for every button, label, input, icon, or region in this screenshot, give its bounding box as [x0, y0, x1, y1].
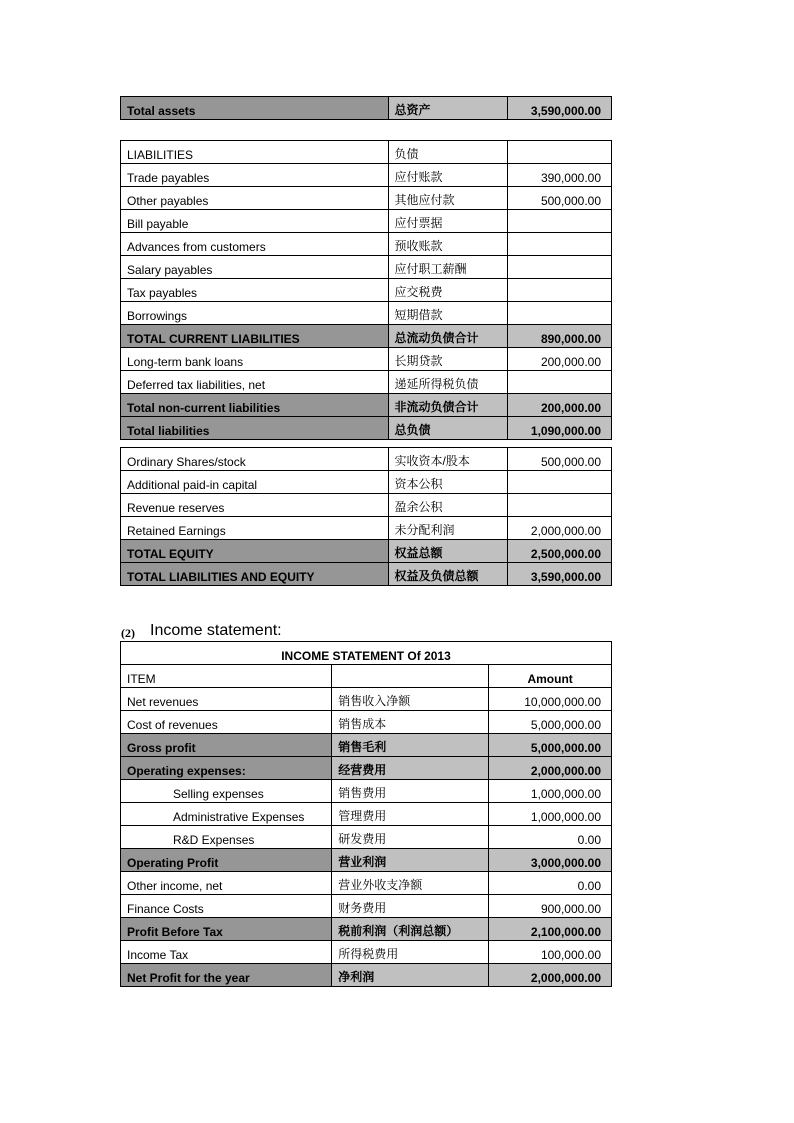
row-label: Additional paid-in capital [121, 471, 389, 494]
row-value [507, 494, 611, 517]
total-assets-label: Total assets [121, 97, 389, 120]
row-label: Profit Before Tax [121, 918, 332, 941]
row-value: 3,000,000.00 [489, 849, 612, 872]
table-row [121, 164, 612, 187]
table-row [121, 964, 612, 987]
table-row [121, 757, 612, 780]
row-value: 1,090,000.00 [507, 417, 611, 440]
table-row [121, 325, 612, 348]
section-number: (2) [121, 626, 135, 640]
row-cn-label: 管理费用 [332, 803, 489, 826]
table-row [121, 688, 612, 711]
row-cn-label: 未分配利润 [388, 517, 507, 540]
row-label: Gross profit [121, 734, 332, 757]
row-label: Income Tax [121, 941, 332, 964]
table-row [121, 711, 612, 734]
row-label: Deferred tax liabilities, net [121, 371, 389, 394]
row-value: 5,000,000.00 [489, 711, 612, 734]
row-label: Other income, net [121, 872, 332, 895]
row-label: Operating expenses: [121, 757, 332, 780]
row-label: Ordinary Shares/stock [121, 448, 389, 471]
table-row [121, 256, 612, 279]
row-value [507, 371, 611, 394]
row-value [507, 471, 611, 494]
liabilities-table [120, 140, 612, 440]
table-row [121, 141, 612, 164]
row-label: Tax payables [121, 279, 389, 302]
row-value: 390,000.00 [507, 164, 611, 187]
table-row [121, 540, 612, 563]
row-value [507, 141, 611, 164]
row-cn-label: 权益总额 [388, 540, 507, 563]
row-label: Net Profit for the year [121, 964, 332, 987]
table-row [121, 210, 612, 233]
row-value: 2,100,000.00 [489, 918, 612, 941]
row-value: 0.00 [489, 872, 612, 895]
row-value: 0.00 [489, 826, 612, 849]
row-cn-label: 销售收入净额 [332, 688, 489, 711]
table-row [121, 97, 612, 120]
row-value: 3,590,000.00 [507, 563, 611, 586]
row-cn-label: 税前利润（利润总额） [332, 918, 489, 941]
table-row [121, 187, 612, 210]
row-label: Other payables [121, 187, 389, 210]
table-row [121, 563, 612, 586]
row-cn-label: 其他应付款 [388, 187, 507, 210]
row-label: Bill payable [121, 210, 389, 233]
row-value: 1,000,000.00 [489, 780, 612, 803]
income-title-row [121, 642, 612, 665]
row-value: 500,000.00 [507, 448, 611, 471]
table-row [121, 734, 612, 757]
row-cn-label: 资本公积 [388, 471, 507, 494]
row-label: Borrowings [121, 302, 389, 325]
row-value: 2,000,000.00 [489, 757, 612, 780]
row-label: LIABILITIES [121, 141, 389, 164]
income-statement-table [120, 641, 612, 987]
row-cn-label: 应付账款 [388, 164, 507, 187]
row-value: 10,000,000.00 [489, 688, 612, 711]
table-row [121, 872, 612, 895]
row-label: Revenue reserves [121, 494, 389, 517]
table-row [121, 417, 612, 440]
row-value: 100,000.00 [489, 941, 612, 964]
table-row [121, 918, 612, 941]
table-row [121, 371, 612, 394]
row-cn-label: 总流动负债合计 [388, 325, 507, 348]
table-row [121, 233, 612, 256]
row-value: 2,500,000.00 [507, 540, 611, 563]
row-cn-label: 权益及负债总额 [388, 563, 507, 586]
table-row [121, 780, 612, 803]
table-row [121, 803, 612, 826]
row-label: Salary payables [121, 256, 389, 279]
row-label: Total liabilities [121, 417, 389, 440]
row-cn-label: 应付职工薪酬 [388, 256, 507, 279]
row-value [507, 256, 611, 279]
row-cn-label: 递延所得税负债 [388, 371, 507, 394]
row-label: Cost of revenues [121, 711, 332, 734]
table-row [121, 394, 612, 417]
section-title: Income statement: [150, 622, 282, 639]
row-cn-label: 非流动负债合计 [388, 394, 507, 417]
row-label: TOTAL LIABILITIES AND EQUITY [121, 563, 389, 586]
row-value [507, 233, 611, 256]
row-value: 900,000.00 [489, 895, 612, 918]
row-label: Operating Profit [121, 849, 332, 872]
row-label: Retained Earnings [121, 517, 389, 540]
row-cn-label: 销售费用 [332, 780, 489, 803]
table-row [121, 941, 612, 964]
row-label: Advances from customers [121, 233, 389, 256]
row-cn-label: 盈余公积 [388, 494, 507, 517]
total-assets-table [120, 96, 612, 120]
row-cn-label: 销售毛利 [332, 734, 489, 757]
row-value: 890,000.00 [507, 325, 611, 348]
row-cn-label: 应交税费 [388, 279, 507, 302]
row-label: TOTAL EQUITY [121, 540, 389, 563]
row-value: 2,000,000.00 [489, 964, 612, 987]
table-row [121, 895, 612, 918]
table-row [121, 517, 612, 540]
row-cn-label: 销售成本 [332, 711, 489, 734]
row-label: Total non-current liabilities [121, 394, 389, 417]
row-cn-label: 总负债 [388, 417, 507, 440]
table-row [121, 494, 612, 517]
table-row [121, 302, 612, 325]
row-cn-label: 长期贷款 [388, 348, 507, 371]
cn-header [332, 665, 489, 688]
row-cn-label: 负债 [388, 141, 507, 164]
table-row [121, 849, 612, 872]
row-label: Finance Costs [121, 895, 332, 918]
row-cn-label: 营业外收支净额 [332, 872, 489, 895]
row-label: Selling expenses [121, 780, 332, 803]
table-row [121, 826, 612, 849]
row-cn-label: 经营费用 [332, 757, 489, 780]
row-value: 5,000,000.00 [489, 734, 612, 757]
row-cn-label: 实收资本/股本 [388, 448, 507, 471]
row-label: TOTAL CURRENT LIABILITIES [121, 325, 389, 348]
row-label: Administrative Expenses [121, 803, 332, 826]
row-cn-label: 净利润 [332, 964, 489, 987]
row-value: 200,000.00 [507, 348, 611, 371]
row-cn-label: 研发费用 [332, 826, 489, 849]
row-cn-label: 所得税费用 [332, 941, 489, 964]
income-statement-title: INCOME STATEMENT Of 2013 [121, 642, 612, 665]
row-label: Long-term bank loans [121, 348, 389, 371]
row-cn-label: 短期借款 [388, 302, 507, 325]
row-value: 1,000,000.00 [489, 803, 612, 826]
row-label: Trade payables [121, 164, 389, 187]
row-value: 200,000.00 [507, 394, 611, 417]
row-cn-label: 预收账款 [388, 233, 507, 256]
item-header: ITEM [121, 665, 332, 688]
row-value [507, 279, 611, 302]
total-assets-value: 3,590,000.00 [507, 97, 611, 120]
table-row [121, 279, 612, 302]
row-cn-label: 应付票据 [388, 210, 507, 233]
row-value [507, 302, 611, 325]
row-cn-label: 财务费用 [332, 895, 489, 918]
income-header-row [121, 665, 612, 688]
total-assets-cn-label: 总资产 [388, 97, 507, 120]
table-row [121, 348, 612, 371]
table-row [121, 448, 612, 471]
row-value [507, 210, 611, 233]
row-cn-label: 营业利润 [332, 849, 489, 872]
row-value: 500,000.00 [507, 187, 611, 210]
row-value: 2,000,000.00 [507, 517, 611, 540]
amount-header: Amount [489, 665, 612, 688]
row-label: Net revenues [121, 688, 332, 711]
table-row [121, 471, 612, 494]
equity-table [120, 447, 612, 586]
row-label: R&D Expenses [121, 826, 332, 849]
